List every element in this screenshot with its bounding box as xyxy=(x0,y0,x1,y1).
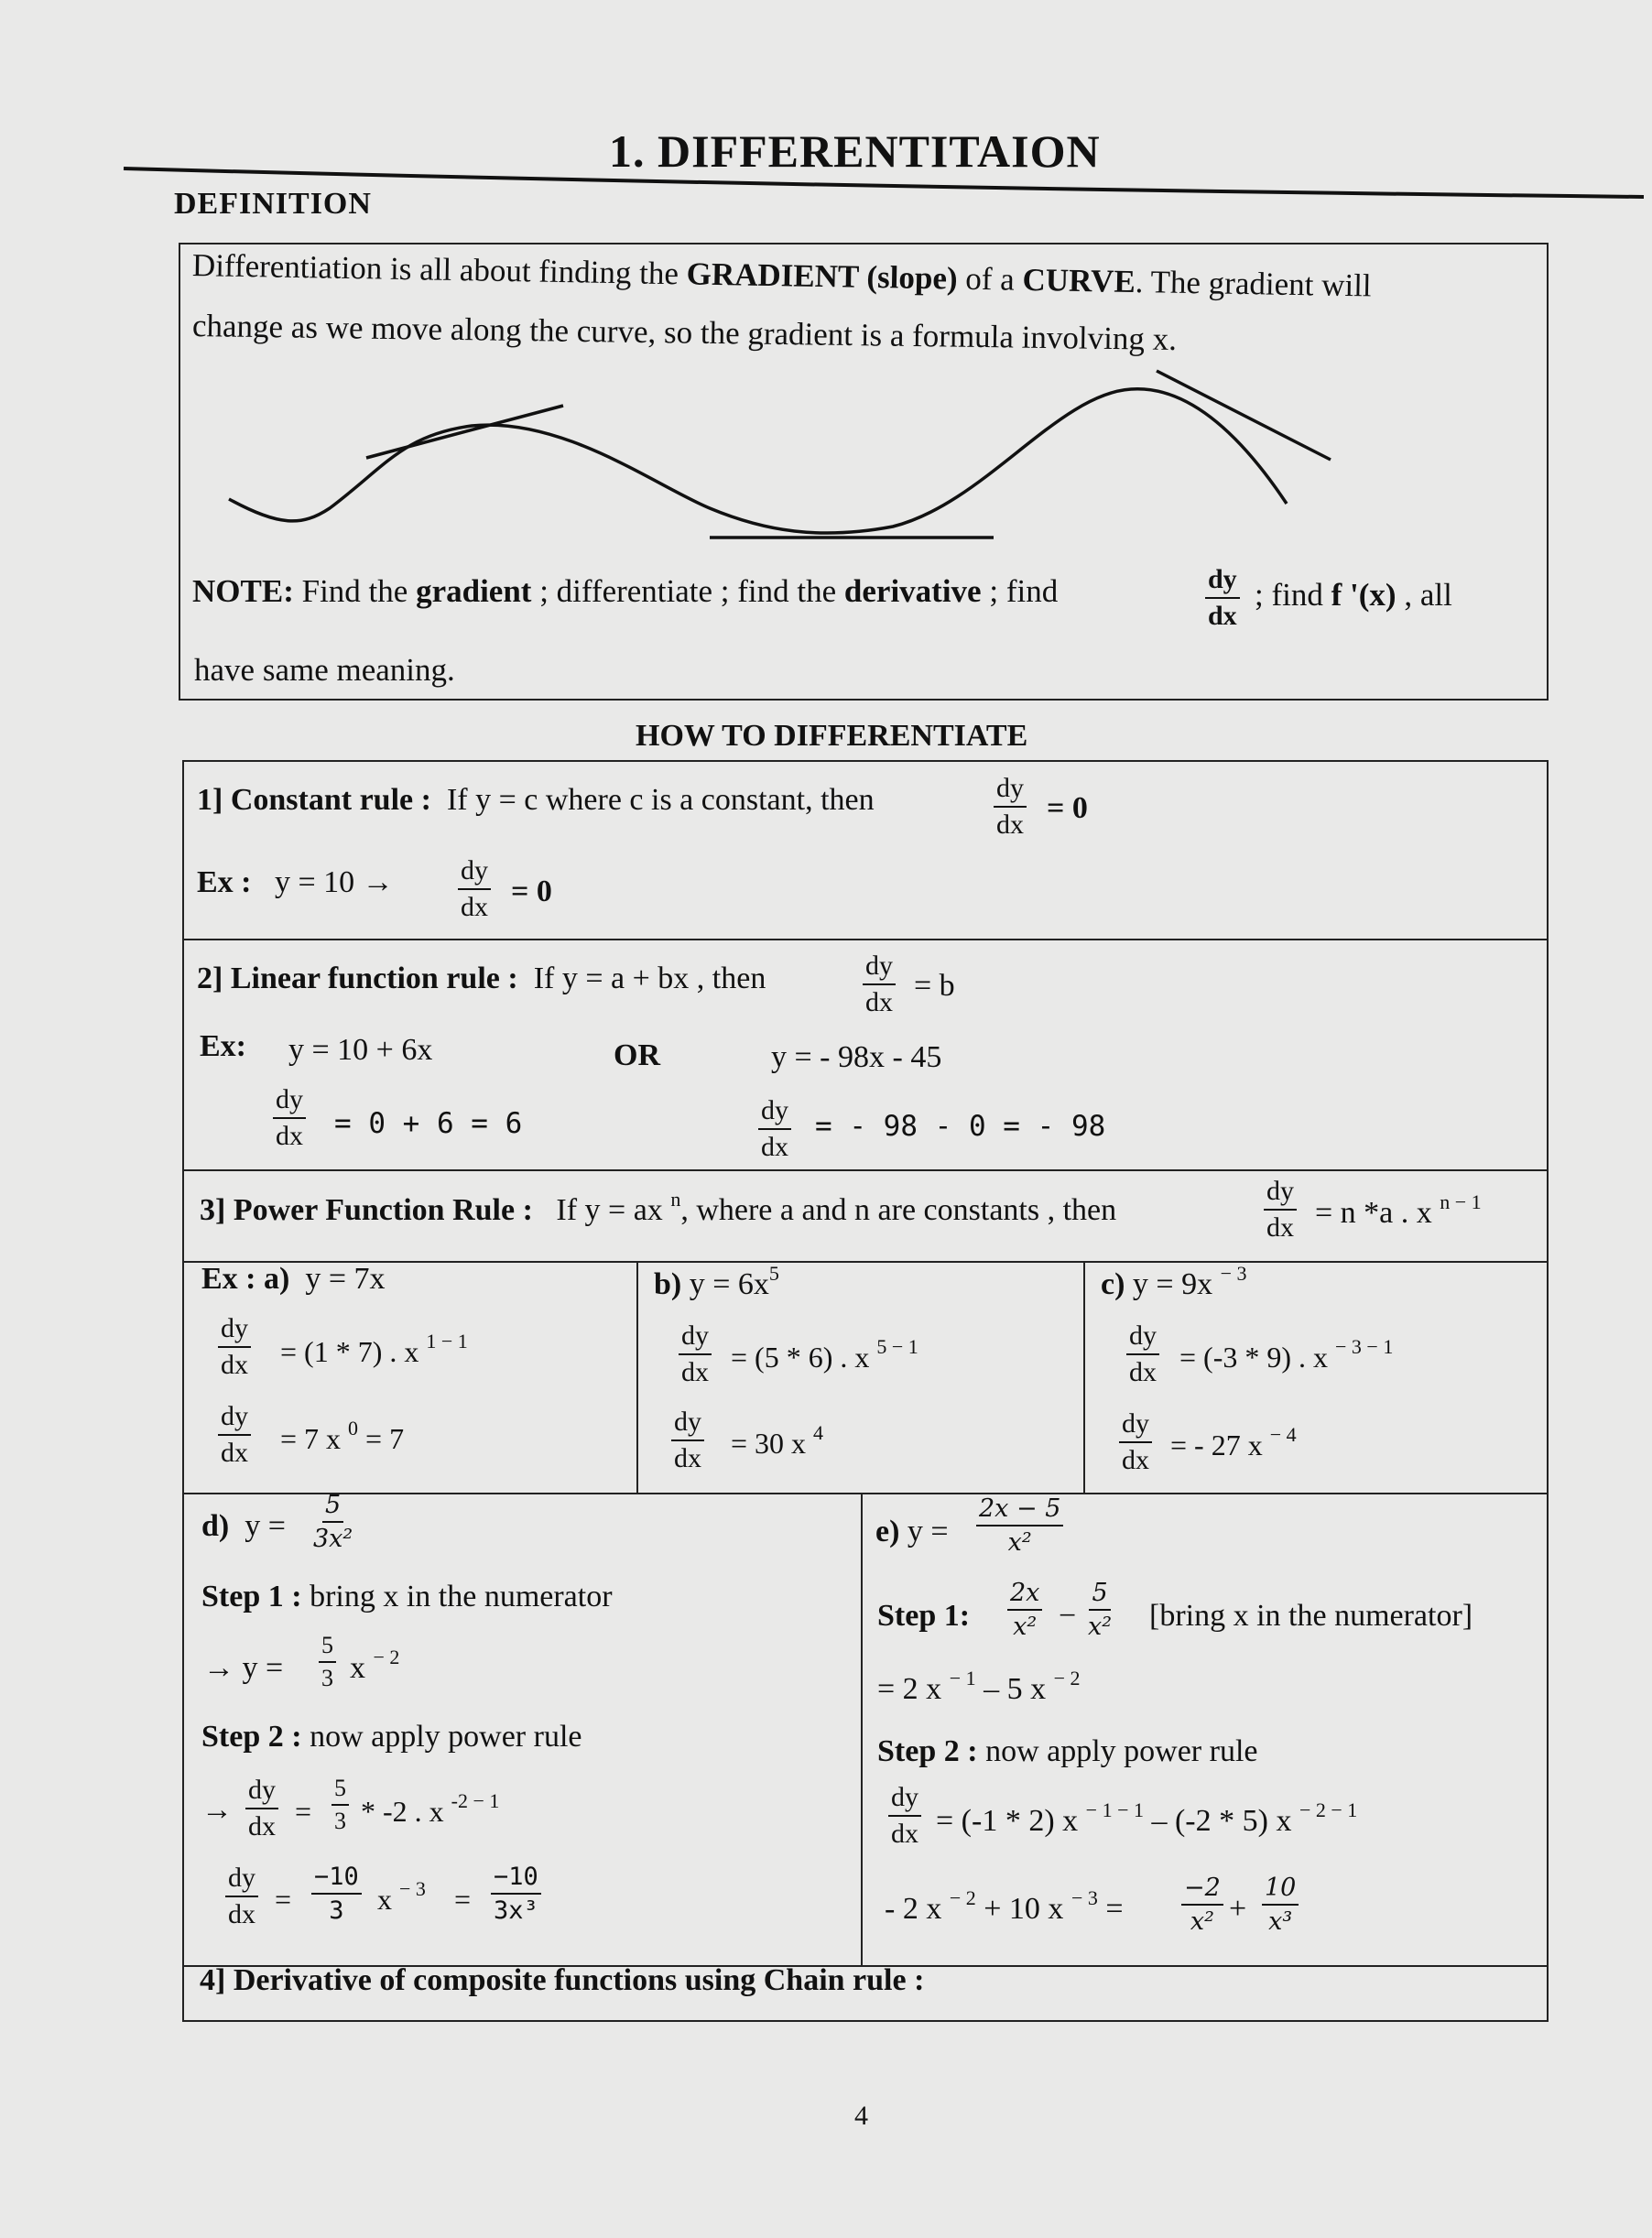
curve-illustration xyxy=(179,357,1369,559)
step-text: = (5 * 6) . x xyxy=(731,1341,877,1374)
note-line-end xyxy=(1255,579,1452,611)
example-d-arrow-eq: → y = xyxy=(203,1651,284,1685)
note-fprime: f '(x) xyxy=(1331,577,1397,613)
dx: dx xyxy=(891,1819,918,1849)
rule3-text: If y = ax xyxy=(556,1193,671,1227)
step-label: Step 2 : xyxy=(201,1720,302,1754)
note-line xyxy=(192,575,1058,607)
rule2-statement xyxy=(197,963,766,994)
dx: dx xyxy=(461,892,488,922)
rule1-ex-text: y = 10 → xyxy=(275,865,394,899)
rule2-result: = b xyxy=(914,969,955,1003)
superscript: − 2 xyxy=(949,1886,976,1909)
rule3-statement xyxy=(200,1188,1117,1227)
step-text: * -2 . x xyxy=(361,1795,451,1828)
rule2-text: If y = a + bx , then xyxy=(533,961,766,995)
example-a-dydx-2 xyxy=(218,1403,251,1467)
dx: dx xyxy=(248,1811,276,1841)
example-d-text: y = xyxy=(245,1509,286,1543)
example-c-step2 xyxy=(1170,1423,1297,1461)
example-c-label: c) xyxy=(1101,1267,1125,1301)
example-d-step2 xyxy=(201,1722,581,1753)
dx: dx xyxy=(1208,601,1237,631)
row-divider xyxy=(182,1261,1549,1263)
example-e-f-frac1 xyxy=(1181,1875,1223,1934)
rule2-or: OR xyxy=(614,1038,660,1072)
example-e-s1-frac1 xyxy=(1007,1581,1042,1639)
rule3-text: , where a and n are constants , then xyxy=(680,1193,1117,1227)
example-c-dydx-1 xyxy=(1126,1322,1159,1386)
example-b-dydx-2 xyxy=(671,1408,704,1472)
example-e-s1-note: [bring x in the numerator] xyxy=(1149,1599,1473,1633)
dy: dy xyxy=(671,1408,704,1441)
denominator: x² xyxy=(1088,1613,1113,1641)
numerator: 5 xyxy=(331,1776,349,1806)
denominator: x³ xyxy=(1268,1907,1293,1936)
step-text: = 7 xyxy=(358,1422,405,1455)
superscript: − 1 xyxy=(949,1667,976,1689)
step-text: = - 27 x xyxy=(1170,1429,1270,1461)
example-d-x-power xyxy=(350,1646,400,1685)
step-text: = 2 x xyxy=(877,1672,950,1706)
dy: dy xyxy=(679,1322,712,1355)
row-divider xyxy=(182,939,1549,940)
step-text: – (-2 * 5) x xyxy=(1143,1804,1299,1838)
dy: dy xyxy=(245,1776,278,1809)
denominator: 3 xyxy=(334,1808,346,1834)
example-d-f-x xyxy=(377,1877,426,1916)
dx: dx xyxy=(1122,1445,1149,1475)
example-d-p-rest xyxy=(361,1789,500,1828)
dx: dx xyxy=(221,1350,248,1380)
dy: dy xyxy=(758,1097,791,1130)
superscript: − 2 xyxy=(1053,1667,1081,1689)
example-e-f xyxy=(885,1886,1124,1926)
dy: dy xyxy=(863,952,896,985)
def-curve: CURVE xyxy=(1022,261,1136,299)
rule2-ex2-result: = - 98 - 0 = - 98 xyxy=(815,1110,1106,1143)
dx: dx xyxy=(221,1438,248,1468)
dx: dx xyxy=(228,1899,255,1929)
example-a-step1 xyxy=(280,1330,468,1368)
rule1-title: 1] Constant rule : xyxy=(197,783,431,817)
col-divider xyxy=(636,1261,638,1493)
example-e-eq xyxy=(875,1516,949,1548)
dy: dy xyxy=(218,1403,251,1436)
ex-label: Ex : xyxy=(197,865,252,899)
def-text: . The gradient will xyxy=(1135,263,1372,304)
note-gradient: gradient xyxy=(416,573,532,609)
superscript: − 3 xyxy=(1071,1886,1098,1909)
example-a-dydx-1 xyxy=(218,1315,251,1379)
example-d-p-frac xyxy=(331,1776,349,1833)
dy: dy xyxy=(888,1784,921,1817)
superscript: 4 xyxy=(813,1421,824,1444)
def-gradient: GRADIENT (slope) xyxy=(686,255,958,297)
example-d-p-eq: = xyxy=(295,1795,312,1828)
rule3-result xyxy=(1315,1190,1482,1230)
dx: dx xyxy=(674,1443,701,1473)
denominator: 3 xyxy=(321,1665,333,1691)
dx: dx xyxy=(761,1132,788,1162)
dy: dy xyxy=(218,1315,251,1348)
page-number: 4 xyxy=(854,2101,868,2131)
superscript: 0 xyxy=(348,1417,359,1439)
example-b-text: y = 6x xyxy=(689,1267,769,1301)
example-b-step2 xyxy=(731,1421,824,1460)
dy: dy xyxy=(273,1086,306,1119)
def-text: Differentiation is all about finding the xyxy=(191,247,688,292)
example-a-eq xyxy=(201,1264,386,1295)
superscript: − 2 − 1 xyxy=(1299,1798,1358,1821)
rule2-title: 2] Linear function rule : xyxy=(197,961,518,995)
step-text: x xyxy=(377,1883,399,1916)
row-divider xyxy=(182,1169,1549,1171)
dy: dy xyxy=(1264,1178,1297,1211)
rule2-ex2-dydx xyxy=(758,1097,791,1161)
numerator: 2x − 5 xyxy=(976,1496,1063,1526)
example-d-label: d) xyxy=(201,1509,230,1543)
example-b-eq xyxy=(654,1262,779,1301)
example-d-arrow: → xyxy=(201,1793,233,1827)
example-d-eq xyxy=(201,1511,286,1542)
note-line-2: have same meaning. xyxy=(194,652,455,688)
rule2-dydx xyxy=(863,952,896,1016)
dy: dy xyxy=(1205,566,1240,599)
rule1-result: = 0 xyxy=(1047,791,1088,825)
dx: dx xyxy=(276,1121,303,1151)
rule2-ex2: y = - 98x - 45 xyxy=(771,1040,942,1074)
step-text: = (1 * 7) . x xyxy=(280,1335,427,1368)
superscript: -2 − 1 xyxy=(451,1789,500,1812)
rule3-result-text: = n *a . x xyxy=(1315,1196,1440,1230)
numerator: −2 xyxy=(1181,1875,1223,1906)
example-d-five-thirds xyxy=(319,1634,336,1690)
numerator: 5 xyxy=(319,1634,336,1663)
example-d-p-dydx xyxy=(245,1776,278,1841)
example-d-f-frac xyxy=(311,1864,362,1923)
definition-heading: DEFINITION xyxy=(174,187,372,221)
note-text: ; find xyxy=(1255,577,1331,613)
dy: dy xyxy=(225,1864,258,1897)
example-b-step1 xyxy=(731,1335,918,1374)
step-text: = xyxy=(1097,1892,1124,1926)
example-e-f-plus: + xyxy=(1229,1892,1247,1926)
col-divider xyxy=(1083,1261,1085,1493)
rule2-ex1: y = 10 + 6x xyxy=(288,1033,433,1067)
note-label: NOTE: xyxy=(192,573,294,609)
example-c-dydx-2 xyxy=(1119,1410,1152,1474)
superscript: − 3 − 1 xyxy=(1335,1335,1394,1358)
denominator: 3x³ xyxy=(494,1896,538,1925)
example-b-dydx-1 xyxy=(679,1322,712,1386)
step-text: bring x in the numerator xyxy=(301,1580,613,1613)
example-e-p-dydx xyxy=(888,1784,921,1848)
step-label: Step 1 : xyxy=(201,1580,302,1613)
note-derivative: derivative xyxy=(843,573,982,609)
step-text: x xyxy=(350,1651,374,1685)
step-text: = (-3 * 9) . x xyxy=(1179,1341,1336,1374)
superscript: − 2 xyxy=(373,1646,400,1668)
step-text: + 10 x xyxy=(975,1892,1071,1926)
denominator: x² xyxy=(1190,1907,1214,1936)
example-d-f2-frac xyxy=(491,1864,541,1923)
step-label: Step 2 : xyxy=(877,1734,978,1768)
rule1-ex-dydx xyxy=(458,857,491,921)
superscript: 1 − 1 xyxy=(426,1330,468,1353)
numerator: 5 xyxy=(322,1493,343,1523)
step-text: now apply power rule xyxy=(977,1734,1258,1768)
how-heading: HOW TO DIFFERENTIATE xyxy=(636,719,1028,753)
rule1-ex-result: = 0 xyxy=(511,875,552,908)
example-e-label: e) xyxy=(875,1515,900,1548)
note-dydx xyxy=(1205,566,1240,630)
dx: dx xyxy=(1266,1212,1294,1243)
step-text: now apply power rule xyxy=(301,1720,582,1754)
dx: dx xyxy=(681,1357,709,1387)
row-divider xyxy=(182,1493,1549,1494)
superscript: − 4 xyxy=(1269,1423,1297,1446)
rule2-ex1-dydx xyxy=(273,1086,306,1150)
rule1-dydx xyxy=(994,775,1027,839)
dx: dx xyxy=(865,987,893,1017)
rule1-example xyxy=(197,867,394,898)
step-text: – 5 x xyxy=(975,1672,1054,1706)
rule2-ex-label: Ex: xyxy=(200,1029,246,1063)
numerator: −10 xyxy=(491,1864,541,1895)
example-a-label: Ex : a) xyxy=(201,1262,290,1296)
rule1-statement xyxy=(197,785,875,816)
note-text: , all xyxy=(1396,577,1452,613)
example-e-p xyxy=(936,1798,1358,1838)
dy: dy xyxy=(994,775,1027,808)
definition-line-2: change as we move along the curve, so the gradient is a formula involving x. xyxy=(191,308,1178,358)
superscript: 5 xyxy=(768,1262,779,1285)
note-text: ; differentiate ; find the xyxy=(531,573,844,609)
rule2-ex1-result: = 0 + 6 = 6 xyxy=(334,1107,523,1140)
superscript: n xyxy=(670,1188,681,1211)
example-b-label: b) xyxy=(654,1267,682,1301)
example-e-text: y = xyxy=(907,1515,949,1548)
denominator: x² xyxy=(1013,1613,1038,1641)
def-text: of a xyxy=(957,260,1023,298)
note-text: ; find xyxy=(981,573,1059,609)
numerator: −10 xyxy=(311,1864,362,1895)
denominator: 3x² xyxy=(313,1525,353,1553)
denominator: x² xyxy=(1007,1528,1032,1557)
superscript: n − 1 xyxy=(1440,1190,1482,1213)
col-divider xyxy=(861,1493,863,1965)
note-text: Find the xyxy=(293,573,417,609)
example-d-fraction xyxy=(313,1493,353,1551)
example-e-f-frac2 xyxy=(1262,1875,1299,1934)
superscript: − 3 xyxy=(399,1877,426,1900)
example-e-s1-minus: − xyxy=(1059,1599,1077,1633)
dy: dy xyxy=(1119,1410,1152,1443)
example-e-s1-frac2 xyxy=(1088,1581,1112,1639)
superscript: − 1 − 1 xyxy=(1085,1798,1144,1821)
example-a-step2 xyxy=(280,1417,405,1455)
example-d-f-eq: = xyxy=(275,1883,292,1916)
step-text: - 2 x xyxy=(885,1892,950,1926)
example-a-text: y = 7x xyxy=(305,1262,386,1296)
superscript: − 3 xyxy=(1220,1262,1247,1285)
example-d-f-dydx xyxy=(225,1864,258,1928)
example-e-fraction xyxy=(976,1496,1063,1555)
example-c-step1 xyxy=(1179,1335,1394,1374)
step-text: = 7 x xyxy=(280,1422,349,1455)
example-d-f-eq2: = xyxy=(454,1883,472,1916)
numerator: 10 xyxy=(1262,1875,1299,1906)
example-c-eq xyxy=(1101,1262,1247,1301)
dx: dx xyxy=(1129,1357,1157,1387)
dx: dx xyxy=(996,809,1024,840)
step-text: = (-1 * 2) x xyxy=(936,1804,1086,1838)
superscript: 5 − 1 xyxy=(876,1335,918,1358)
rule4-title: 4] Derivative of composite functions using Chain rule : xyxy=(200,1963,925,1997)
dy: dy xyxy=(458,857,491,890)
dy: dy xyxy=(1126,1322,1159,1355)
example-e-step1-label: Step 1: xyxy=(877,1599,971,1633)
rule1-text: If y = c where c is a constant, then xyxy=(446,783,875,817)
example-e-line2 xyxy=(877,1667,1081,1706)
example-e-step2 xyxy=(877,1736,1257,1767)
rule3-dydx xyxy=(1264,1178,1297,1242)
page-title: 1. DIFFERENTITAION xyxy=(609,125,1101,177)
denominator: 3 xyxy=(329,1896,344,1925)
example-d-step1 xyxy=(201,1581,613,1613)
numerator: 2x xyxy=(1007,1581,1042,1611)
numerator: 5 xyxy=(1089,1581,1110,1611)
example-c-text: y = 9x xyxy=(1132,1267,1221,1301)
rule3-title: 3] Power Function Rule : xyxy=(200,1193,533,1227)
step-text: = 30 x xyxy=(731,1427,814,1460)
